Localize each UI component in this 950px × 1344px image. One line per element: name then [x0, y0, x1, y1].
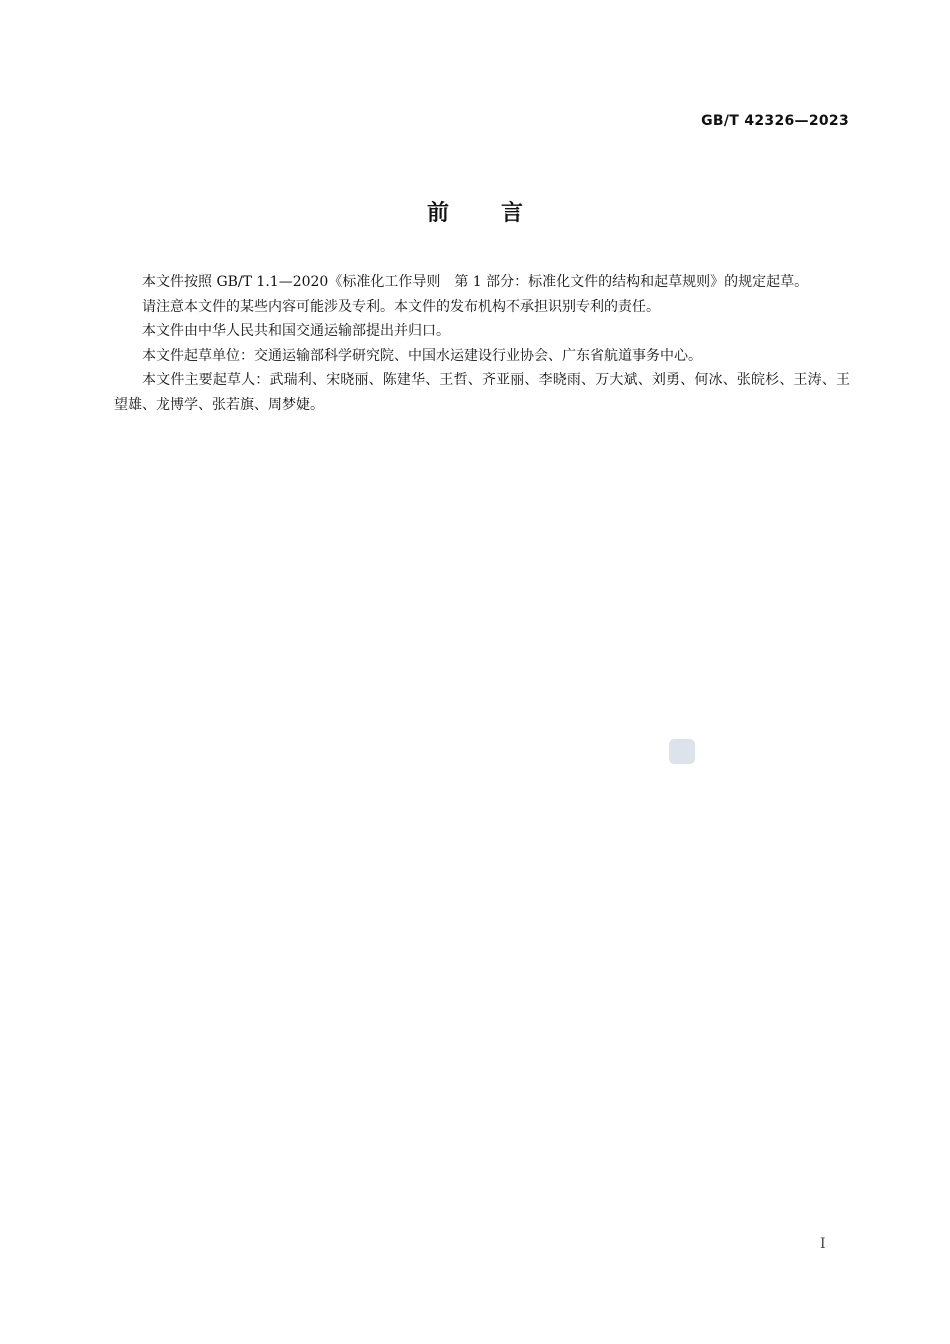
- foreword-body: [114, 270, 850, 417]
- title-char-1: 前: [426, 201, 449, 226]
- paragraph-proposer: 本文件由中华人民共和国交通运输部提出并归口。: [142, 323, 450, 339]
- standard-number: GB/T 42326—2023: [701, 113, 849, 129]
- paragraph-drafting-units: 本文件起草单位：交通运输部科学研究院、中国水运建设行业协会、广东省航道事务中心。: [142, 347, 702, 364]
- paragraph-patent-notice: 请注意本文件的某些内容可能涉及专利。本文件的发布机构不承担识别专利的责任。: [142, 298, 660, 315]
- paragraph-drafters: 本文件主要起草人：武瑞利、宋晓丽、陈建华、王哲、齐亚丽、李晓雨、万大斌、刘勇、何冰、张皖杉、王涛、王望雄、龙博学、张若旗、周梦婕。: [114, 372, 850, 413]
- page-title: [0, 196, 950, 227]
- title-char-2: 言: [501, 201, 524, 226]
- page-number: I: [820, 1236, 826, 1252]
- paragraph-drafting-rules: 本文件按照 GB/T 1.1—2020《标准化工作导则 第 1 部分：标准化文件的结构和起草规则》的规定起草。: [142, 274, 809, 290]
- sac-watermark-logo: [669, 739, 695, 764]
